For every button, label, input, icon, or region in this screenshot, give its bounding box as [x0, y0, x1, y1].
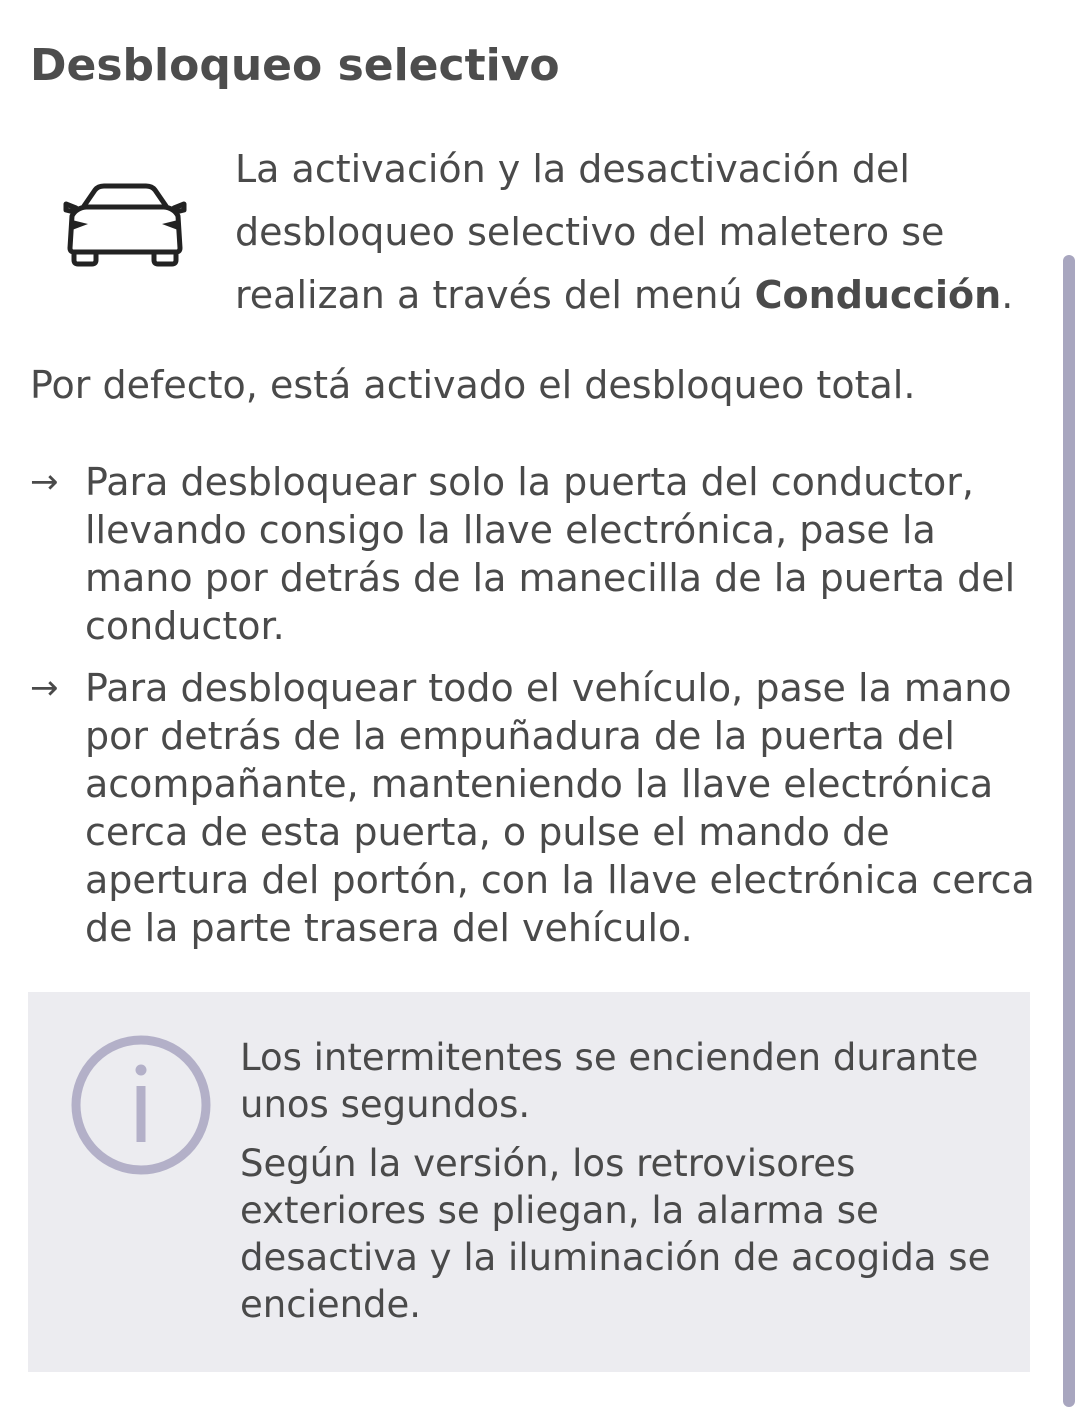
- scrollbar[interactable]: [1063, 255, 1075, 1407]
- intro-text-start: La activación y la desactivación del desbloqueo selectivo del maletero se realizan a través del menú: [235, 147, 945, 317]
- intro-text-end: .: [1001, 273, 1014, 317]
- info-box: [28, 992, 1030, 1372]
- car-front-icon: [62, 180, 188, 268]
- step-item: [30, 458, 1040, 650]
- info-paragraph: Los intermitentes se encienden durante unos segundos.: [240, 1036, 979, 1126]
- intro-text: [235, 138, 1035, 327]
- arrow-right-icon: →: [30, 668, 59, 708]
- arrow-right-icon: →: [30, 462, 59, 502]
- page-title: Desbloqueo selectivo: [30, 40, 560, 91]
- menu-name-conduccion: Conducción: [754, 273, 1002, 317]
- step-text: Para desbloquear solo la puerta del conductor, llevando consigo la llave electrónica, pase la mano por detrás de la manecilla de la puerta del conductor.: [85, 460, 1016, 648]
- step-text: Para desbloquear todo el vehículo, pase la mano por detrás de la empuñadura de la puerta del acompañante, manteniendo la llave electrónica cerca de esta puerta, o pulse el mando de apertura del portón, con la llave electrónica cerca de la parte trasera del vehículo.: [85, 666, 1035, 950]
- info-paragraph: Según la versión, los retrovisores exteriores se pliegan, la alarma se desactiva y la iluminación de acogida se enciende.: [240, 1142, 991, 1326]
- default-note: Por defecto, está activado el desbloqueo total.: [30, 363, 916, 407]
- info-icon: [70, 1034, 212, 1176]
- step-item: [30, 664, 1040, 952]
